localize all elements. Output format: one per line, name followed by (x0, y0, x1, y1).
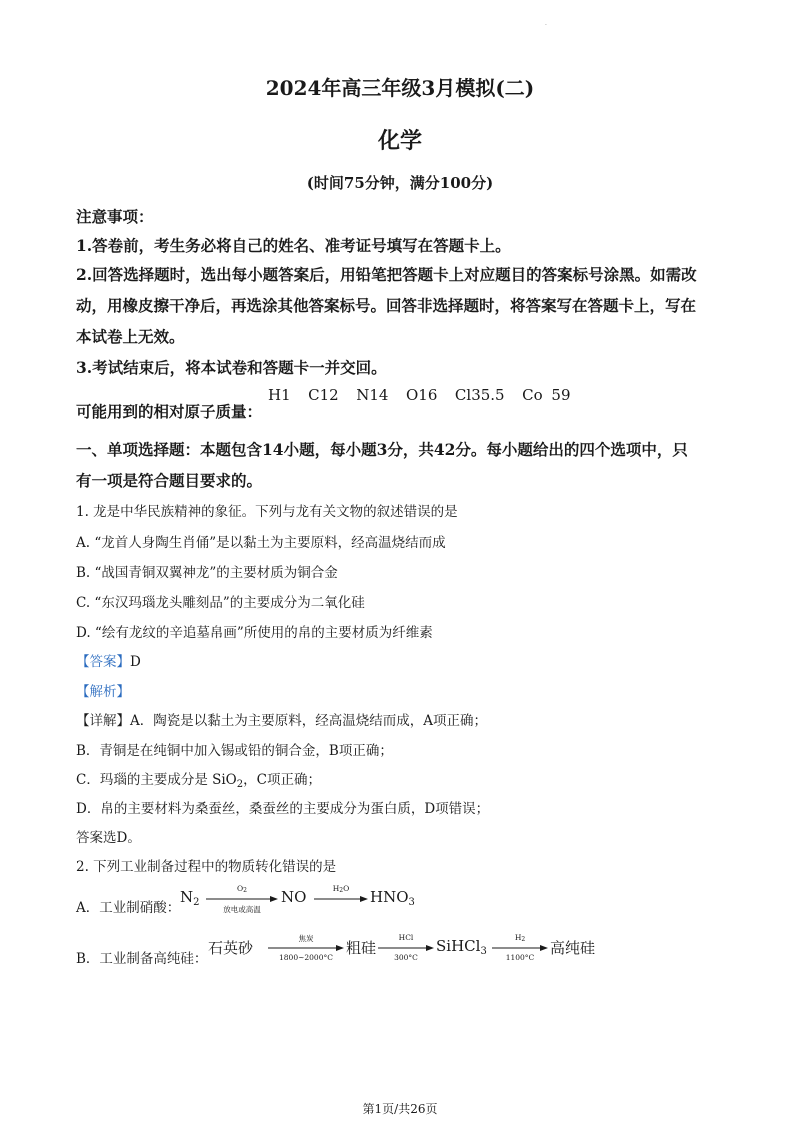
note-item-3: 3.考试结束后，将本试卷和答题卡一并交回。 (76, 358, 387, 377)
species-no: NO (281, 888, 307, 906)
detail-c-sub: 2 (236, 779, 244, 790)
arrow-b3-condition-bottom: 1100°C (505, 953, 535, 962)
question-1-stem: 1. 龙是中华民族精神的象征。下列与龙有关文物的叙述错误的是 (76, 504, 458, 520)
note-item-1: 1.答卷前，考生务必将自己的姓名、准考证号填写在答题卡上。 (76, 236, 511, 255)
answer-tag: 【答案】 (76, 654, 130, 670)
exam-title: 2024年高三年级3月模拟(二) (265, 76, 535, 100)
question-2-option-a-label: A．工业制硝酸： (76, 900, 181, 916)
notes-heading: 注意事项： (76, 207, 154, 226)
note-item-2-line-2: 动，用橡皮擦干净后，再选涂其他答案标号。回答非选择题时，将答案写在答题卡上，写在 (76, 296, 697, 315)
question-1-answer (76, 650, 141, 670)
arrow-1-condition-bottom: 放电或高温 (223, 905, 261, 914)
detail-line-a (76, 709, 487, 729)
section-1-heading-line-1: 一、单项选择题：本题包含14小题，每小题3分，共42分。每小题给出的四个选项中，只 (76, 440, 688, 459)
detail-a-text: A．陶瓷是以黏土为主要原料，经高温烧结而成，A项正确； (130, 713, 487, 729)
reaction-arrow-b1 (268, 944, 344, 952)
arrow-b3-condition-top: H2 (514, 933, 526, 943)
scan-mark: · (545, 22, 547, 29)
detail-line-c (76, 768, 321, 790)
question-1-option-a: A. “龙首人身陶生肖俑”是以黏土为主要原料，经高温烧结而成 (76, 535, 446, 551)
page-number: 第1页/共26页 (362, 1102, 438, 1116)
atomic-mass-values: H1 C12 N14 O16 Cl35.5 Co 59 (268, 386, 571, 404)
detail-c-post: ，C项正确； (243, 772, 321, 788)
subject-title: 化学 (377, 128, 422, 154)
species-crude-silicon: 粗硅 (346, 939, 377, 957)
analysis-tag: 【解析】 (76, 684, 130, 700)
arrow-1-condition-top: O2 (237, 884, 247, 894)
question-1-option-c: C. “东汉玛瑙龙头雕刻品”的主要成分为二氧化硅 (76, 595, 365, 611)
reaction-arrow-b3 (492, 944, 548, 952)
time-info: (时间75分钟，满分100分) (306, 174, 494, 192)
arrow-b2-condition-top: HCl (398, 933, 414, 942)
nitric-acid-reaction (180, 884, 430, 914)
species-hno3: $HNO_3$ (370, 888, 415, 908)
section-1-heading-line-2: 有一项是符合题目要求的。 (76, 471, 263, 490)
note-item-2-line-3: 本试卷上无效。 (76, 327, 185, 346)
arrow-b1-condition-bottom: 1800~2000°C (279, 953, 333, 962)
arrow-2-condition-top: H2O (332, 884, 350, 894)
silicon-reaction (208, 933, 608, 965)
detail-line-d: D．帛的主要材料为桑蚕丝，桑蚕丝的主要成分为蛋白质，D项错误； (76, 801, 490, 817)
detail-tag: 【详解】 (76, 713, 130, 729)
reaction-arrow-1 (206, 895, 278, 903)
species-quartz-sand: 石英砂 (208, 939, 254, 957)
species-n2: $N_2$ (180, 888, 200, 908)
reaction-arrow-2 (314, 895, 368, 903)
question-1-option-b: B. “战国青铜双翼神龙”的主要材质为铜合金 (76, 565, 338, 581)
question-2-option-b-label: B．工业制备高纯硅： (76, 951, 208, 967)
arrow-b2-condition-bottom: 300°C (394, 953, 418, 962)
species-sihcl3: SiHCl$_3$ (436, 937, 487, 957)
answer-conclusion: 答案选D。 (76, 830, 141, 846)
species-high-purity-silicon: 高纯硅 (550, 939, 596, 957)
question-1-option-d: D. “绘有龙纹的辛追墓帛画”所使用的帛的主要材质为纤维素 (76, 625, 433, 641)
detail-c-pre: C．玛瑙的主要成分是 SiO (76, 772, 237, 788)
arrow-b1-condition-top: 焦炭 (298, 934, 314, 943)
note-item-2-line-1: 2.回答选择题时，选出每小题答案后，用铅笔把答题卡上对应题目的答案标号涂黑。如需改 (76, 265, 697, 284)
answer-value: D (130, 654, 141, 670)
reaction-arrow-b2 (378, 944, 434, 952)
atomic-mass-label: 可能用到的相对原子质量： (76, 402, 263, 421)
question-2-stem: 2. 下列工业制备过程中的物质转化错误的是 (76, 859, 337, 875)
detail-line-b: B．青铜是在纯铜中加入锡或铅的铜合金，B项正确； (76, 743, 393, 759)
